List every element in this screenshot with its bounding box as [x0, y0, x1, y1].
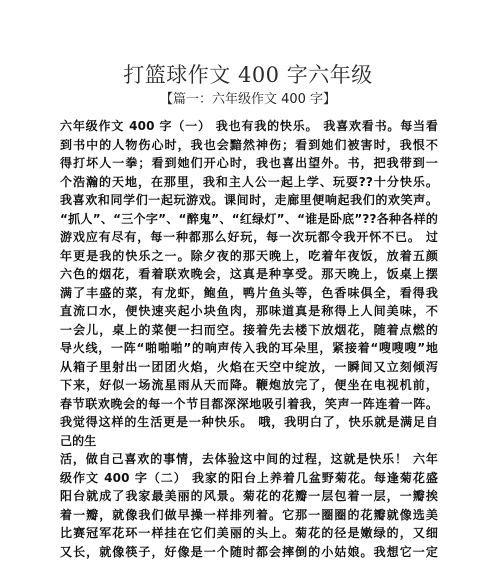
- body-text-line: 着一瓣，就像我们做早操一样排列着。它那一圈圈的花瓣就像选美: [60, 507, 438, 522]
- body-text-line: 春节联欢晚会的每一个节目都深深地吸引着我，笑声一阵连着一阵。: [60, 396, 438, 411]
- body-text-line: 阳台就成了我家最美丽的风景。菊花的花瓣一层包着一层，一瓣挨: [60, 489, 438, 503]
- body-text-line: 到书中的人物伤心时，我也会黯然神伤；看到她们被害时，我恨不: [60, 137, 438, 152]
- body-text-line: 一会儿，桌上的菜便一扫而空。接着先去楼下放烟花，随着点燃的: [60, 322, 438, 337]
- body-text-line: 从箱子里射出一团团火焰，火焰在天空中绽放，一瞬间又立刻倾泻: [60, 359, 438, 374]
- body-text-line: 活，做自己喜欢的事情，去体验这中间的过程，这就是快乐！ 六年: [60, 452, 438, 466]
- body-text-line: 又长，就像筷子，好像是一个随时都会摔倒的小姑娘。我想它一定: [60, 544, 438, 559]
- body-text-line: 六年级作文 400 字（一） 我也有我的快乐。 我喜欢看书。每当看: [60, 119, 438, 133]
- body-text-line: 己的生: [60, 433, 97, 448]
- body-text-line: 比赛冠军花环一样挂在它们美丽的头上。菊花的径是嫩绿的，又细: [60, 526, 438, 540]
- body-text-line: 个浩瀚的天地，在那里，我和主人公一起上学、玩耍??十分快乐。: [60, 174, 438, 189]
- body-text-line: 年更是我的快乐之一。除夕夜的那天晚上，吃着年夜饭，放着五颜: [60, 248, 438, 263]
- body-text-line: 我觉得这样的生活更是一种快乐。 哦，我明白了，快乐就是满足自: [60, 415, 438, 429]
- document-body: [60, 117, 438, 561]
- body-text-line: 级作文 400 字（二） 我家的阳台上养着几盆野菊花。每逢菊花盛: [60, 470, 438, 485]
- body-text-line: 直流口水，便快速夹起小块鱼肉，那味道真是称得上人间美味，不: [60, 304, 438, 318]
- body-text-line: 下来，好似一场流星雨从天而降。鞭炮放完了，便坐在电视机前，: [60, 378, 438, 392]
- body-text-line: 六色的烟花，看着联欢晚会，这真是种享受。那天晚上，饭桌上摆: [60, 267, 438, 281]
- body-text-line: 满了丰盛的菜，有龙虾，鲍鱼，鸭片鱼头等，色香味俱全，看得我: [60, 285, 438, 300]
- body-text-line: 游戏应有尽有，每一种都那么好玩，每一次玩都令我开怀不已。 过: [60, 230, 438, 244]
- body-text-line: 导火线，一阵“啪啪啪”的响声传入我的耳朵里，紧接着“嗖嗖嗖”地: [60, 341, 438, 355]
- body-text-line: “抓人”、“三个字”、“醉鬼”、“红绿灯”、“谁是卧底”??各种各样的: [60, 211, 438, 226]
- document-title: 打篮球作文 400 字六年级: [123, 63, 373, 87]
- body-text-line: 得打坏人一拳；看到她们开心时，我也喜出望外。书，把我带到一: [60, 156, 438, 170]
- body-text-line: 我喜欢和同学们一起玩游戏。课间时，走廊里便响起我们的欢笑声。: [60, 193, 438, 207]
- document-subtitle: 【篇一：六年级作文 400 字】: [159, 92, 337, 107]
